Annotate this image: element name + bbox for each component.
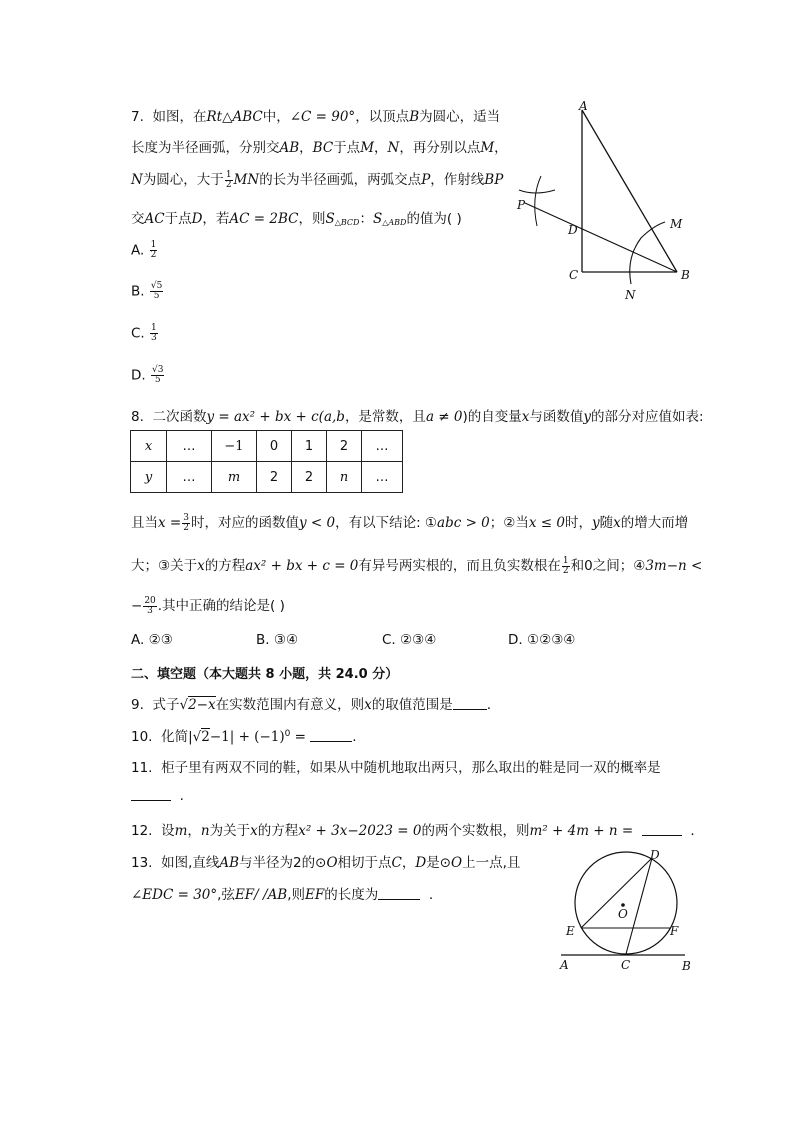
label-b: B [681, 268, 690, 282]
arc-p1 [535, 176, 541, 226]
q8-line2: 且当x = $\frac{3}{2}$ 时，对应的函数值y < 0，有以下结论: ①abc > 0；②当x ≤ 0时，y随x的增大而增 [131, 512, 689, 533]
label-n: N [625, 288, 636, 302]
table-row-x: x … −1 0 1 2 … [131, 431, 403, 462]
q7-line2: 长度为半径画弧，分别交AB，BC于点M，N，再分别以点M， [131, 140, 508, 156]
q7-line1: 7. 如图，在Rt△ABC中，∠C = 90°，以顶点B为圆心，适当 [131, 109, 501, 125]
q8-line4: − $\frac{20}{3}$ .其中正确的结论是( ) [131, 595, 285, 616]
q8-value-table [130, 430, 403, 493]
q8-option-a[interactable]: A. ②③ [131, 632, 173, 648]
circle-o [575, 852, 677, 954]
q8-line1: 8. 二次函数y = ax² + bx + c(a,b，是常数，且a ≠ 0)的自变量x与函数值y的部分对应值如表: [131, 409, 704, 425]
q11-answer-blank[interactable] [131, 788, 171, 801]
q12: 12. 设m，n为关于x的方程x² + 3x−2023 = 0的两个实数根，则m² + 4m + n = . [131, 823, 695, 839]
q7-line4: 交AC于点D，若AC = 2BC，则$S_{\triangle BCD}$：$S_{\triangle ABD}$的值为( ) [131, 211, 462, 227]
q8-option-b[interactable]: B. ③④ [256, 632, 299, 648]
q7-option-d[interactable]: D. $\frac{√3}{5}$ [131, 365, 164, 385]
segment-dc [626, 858, 652, 954]
label-e: E [566, 924, 575, 938]
label-d: D [650, 848, 660, 862]
q8-option-c[interactable]: C. ②③④ [382, 632, 437, 648]
q13-line2: ∠EDC = 30°,弦EF/ /AB,则EF的长度为 . [131, 887, 434, 903]
q7-option-c[interactable]: C. $\frac{1}{3}$ [131, 323, 157, 343]
label-d: D [568, 223, 578, 237]
q9: 9. 式子√2−x在实数范围内有意义，则x的取值范围是 . [131, 697, 492, 713]
q13-circle-figure [555, 845, 705, 980]
q7-option-a[interactable]: A. $\frac{1}{2}$ [131, 240, 157, 260]
q7-line3: N为圆心，大于 $\frac{1}{2}$ MN的长为半径画弧，两弧交点P，作射线BP [131, 169, 504, 190]
q11-line1: 11. 柜子里有两双不同的鞋，如果从中随机地取出两只，那么取出的鞋是同一双的概率是 [131, 760, 661, 776]
q12-answer-blank[interactable] [642, 823, 682, 836]
label-m: M [670, 217, 683, 231]
label-o: O [618, 907, 628, 921]
q13-answer-blank[interactable] [378, 887, 420, 900]
q7-triangle-figure [505, 98, 705, 308]
label-b: B [682, 959, 691, 973]
q8-line3: 大；③关于x的方程ax² + bx + c = 0有异号两实根的，而且负实数根在 $\frac{1}{2}$ 和0之间；④3m−n < [131, 555, 703, 576]
segment-ed [581, 858, 652, 928]
label-a: A [560, 958, 569, 972]
q13-line1: 13. 如图,直线AB与半径为2的⊙O相切于点C，D是⊙O上一点,且 [131, 855, 521, 871]
label-c: C [621, 958, 631, 972]
q10-answer-blank[interactable] [310, 729, 352, 742]
arc-p2 [519, 190, 555, 193]
q7-option-b[interactable]: B. $\frac{√5}{5}$ [131, 281, 163, 301]
section-2-heading: 二、填空题（本大题共 8 小题，共 24.0 分） [131, 667, 399, 682]
q9-answer-blank[interactable] [453, 697, 487, 710]
q10: 10. 化简$|√2-1| + (-1)^0$ = . [131, 729, 357, 745]
q11-line2: . [131, 788, 184, 804]
label-f: F [670, 924, 679, 938]
ray-bp [525, 203, 677, 272]
label-a: A [579, 99, 588, 113]
side-ab [582, 110, 677, 272]
q8-option-d[interactable]: D. ①②③④ [508, 632, 576, 648]
label-c: C [569, 268, 579, 282]
table-row-y: y … m 2 2 n … [131, 462, 403, 493]
label-p: P [517, 198, 526, 212]
